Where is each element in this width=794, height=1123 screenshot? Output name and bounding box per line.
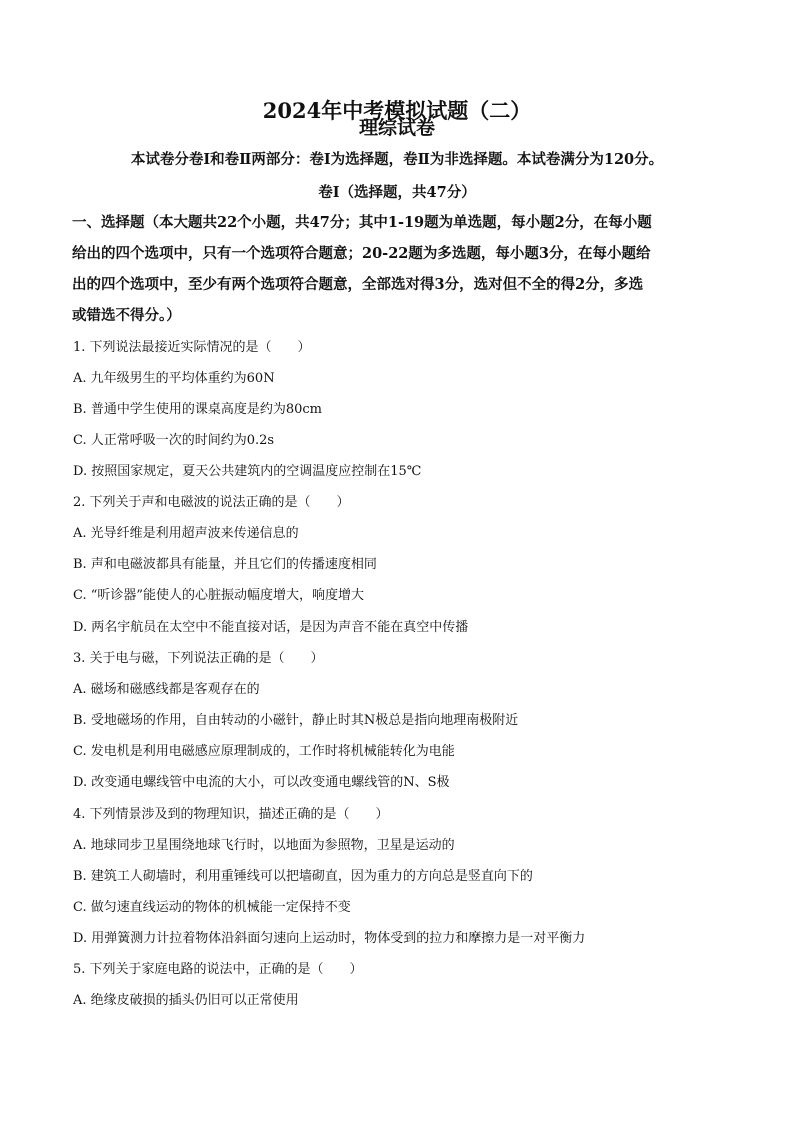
question-option: A. 九年级男生的平均体重约为60N xyxy=(73,371,275,386)
question-option: D. 改变通电螺线管中电流的大小，可以改变通电螺线管的N、S极 xyxy=(73,775,450,790)
instruction-line: 或错选不得分。） xyxy=(72,307,181,324)
exam-intro: 本试卷分卷Ⅰ和卷Ⅱ两部分：卷Ⅰ为选择题，卷Ⅱ为非选择题。本试卷满分为120分。 xyxy=(130,151,664,168)
question-option: A. 磁场和磁感线都是客观存在的 xyxy=(73,682,260,697)
question-option: A. 光导纤维是利用超声波来传递信息的 xyxy=(73,526,299,541)
question-stem: 1. 下列说法最接近实际情况的是（ ） xyxy=(73,340,311,355)
question-stem: 5. 下列关于家庭电路的说法中，正确的是（ ） xyxy=(73,962,363,977)
part-heading: 卷Ⅰ（选择题，共47分） xyxy=(318,184,476,201)
instruction-line: 出的四个选项中，至少有两个选项符合题意，全部选对得3分，选对但不全的得2分，多选 xyxy=(72,276,644,293)
question-option: D. 用弹簧测力计拉着物体沿斜面匀速向上运动时，物体受到的拉力和摩擦力是一对平衡力 xyxy=(73,931,586,946)
question-option: B. 普通中学生使用的课桌高度是约为80cm xyxy=(73,402,322,417)
exam-title: 2024年中考模拟试题（二） xyxy=(262,98,532,123)
question-stem: 2. 下列关于声和电磁波的说法正确的是（ ） xyxy=(73,495,350,510)
question-option: A. 地球同步卫星围绕地球飞行时，以地面为参照物，卫星是运动的 xyxy=(73,838,455,853)
question-option: C. 人正常呼吸一次的时间约为0.2s xyxy=(73,433,275,448)
instruction-line: 给出的四个选项中，只有一个选项符合题意；20-22题为多选题，每小题3分，在每小题给 xyxy=(72,245,651,262)
question-option: B. 受地磁场的作用，自由转动的小磁针，静止时其N极总是指向地理南极附近 xyxy=(73,713,519,728)
question-stem: 4. 下列情景涉及到的物理知识，描述正确的是（ ） xyxy=(73,807,389,822)
question-option: D. 按照国家规定，夏天公共建筑内的空调温度应控制在15℃ xyxy=(73,464,422,479)
question-option: D. 两名宇航员在太空中不能直接对话，是因为声音不能在真空中传播 xyxy=(73,620,469,635)
question-option: C. 做匀速直线运动的物体的机械能一定保持不变 xyxy=(73,900,351,915)
question-option: C. “听诊器”能使人的心脏振动幅度增大，响度增大 xyxy=(73,588,365,603)
question-option: C. 发电机是利用电磁感应原理制成的，工作时将机械能转化为电能 xyxy=(73,744,455,759)
question-option: B. 建筑工人砌墙时，利用重锤线可以把墙砌直，因为重力的方向总是竖直向下的 xyxy=(73,869,533,884)
section-instructions xyxy=(72,212,724,336)
instruction-line: 一、选择题（本大题共22个小题，共47分；其中1-19题为单选题，每小题2分，在每小题 xyxy=(72,214,652,231)
question-option: B. 声和电磁波都具有能量，并且它们的传播速度相同 xyxy=(73,557,377,572)
exam-subtitle: 理综试卷 xyxy=(358,117,435,139)
question-option: A. 绝缘皮破损的插头仍旧可以正常使用 xyxy=(73,993,299,1008)
question-stem: 3. 关于电与磁，下列说法正确的是（ ） xyxy=(73,651,324,666)
